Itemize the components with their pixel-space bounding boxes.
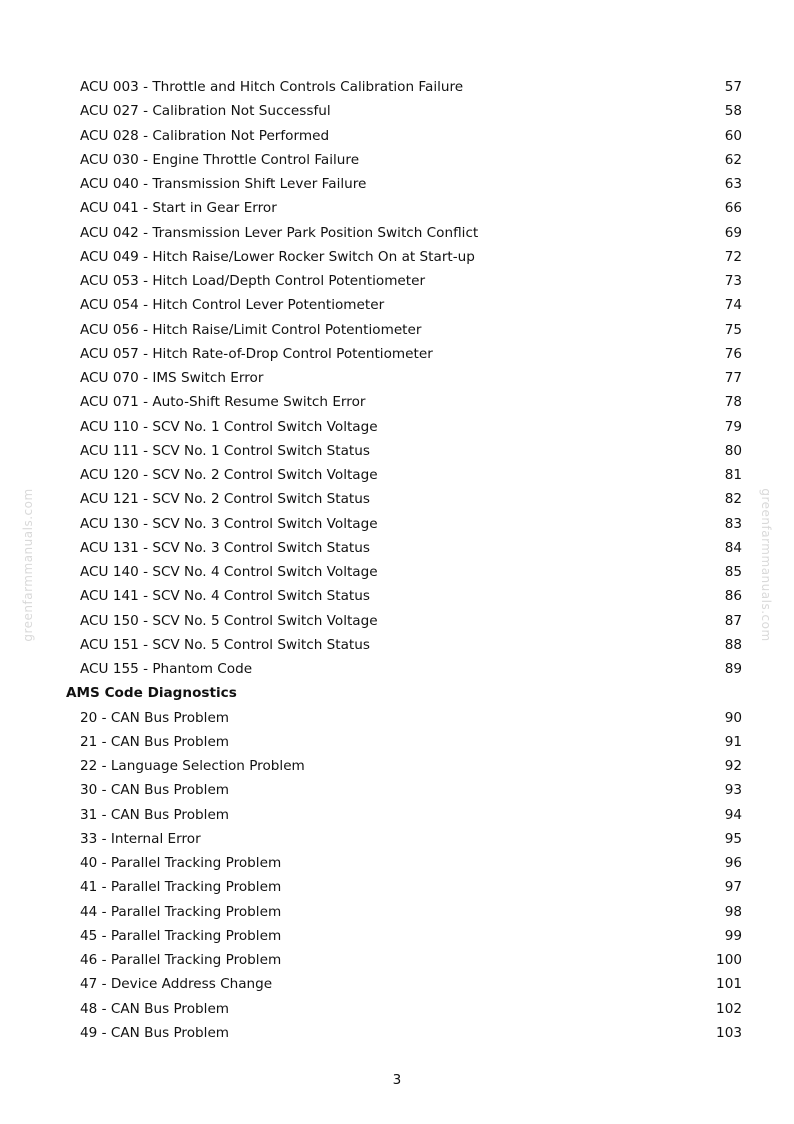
toc-entry-title: 40 - Parallel Tracking Problem [80,855,282,871]
page-number: 3 [392,1072,402,1088]
toc-entry[interactable] [0,439,794,463]
acu-code-list [0,75,794,681]
toc-entry-page: 86 [724,588,742,605]
toc-entry-title: ACU 028 - Calibration Not Performed [80,127,330,144]
toc-entry-page: 89 [724,661,742,677]
toc-entry-page: 85 [724,564,742,580]
toc-entry-page: 72 [724,248,742,265]
toc-entry-page: 80 [724,442,742,459]
toc-entry-page: 94 [724,806,742,823]
toc-entry[interactable] [0,851,794,875]
toc-entry-title: ACU 121 - SCV No. 2 Control Switch Status [80,491,370,508]
toc-entry-page: 103 [716,1024,742,1041]
toc-entry-title: ACU 070 - IMS Switch Error [80,370,264,386]
toc-entry-page: 77 [724,370,742,386]
toc-entry-title: ACU 150 - SCV No. 5 Control Switch Voltage [80,612,378,629]
toc-entry[interactable] [0,657,794,681]
toc-entry-title: 20 - CAN Bus Problem [80,709,230,726]
toc-entry-title: 44 - Parallel Tracking Problem [80,903,282,920]
toc-entry-page: 62 [724,151,742,168]
toc-entry-title: ACU 120 - SCV No. 2 Control Switch Voltage [80,467,378,483]
toc-entry-title: 21 - CAN Bus Problem [80,733,230,750]
toc-entry[interactable] [0,584,794,608]
toc-entry-page: 69 [724,224,742,241]
section-heading-ams-label: AMS Code Diagnostics [66,685,237,702]
toc-entry-title: ACU 130 - SCV No. 3 Control Switch Voltage [80,515,378,532]
toc-entry-page: 96 [724,855,742,871]
toc-entry-title: ACU 030 - Engine Throttle Control Failure [80,151,360,168]
toc-entry-page: 81 [724,467,742,483]
toc-entry-page: 97 [724,879,742,896]
toc-entry-title: 30 - CAN Bus Problem [80,782,230,799]
toc-entry[interactable] [0,997,794,1021]
toc-entry-title: ACU 140 - SCV No. 4 Control Switch Voltage [80,564,378,580]
toc-entry-title: 33 - Internal Error [80,830,201,847]
toc-entry[interactable] [0,221,794,245]
toc-entry[interactable] [0,463,794,487]
toc-entry-title: ACU 053 - Hitch Load/Depth Control Potentiometer [80,273,426,289]
toc-entry[interactable] [0,875,794,899]
toc-entry-page: 66 [724,200,742,217]
toc-entry-title: ACU 110 - SCV No. 1 Control Switch Voltage [80,418,378,435]
toc-entry[interactable] [0,512,794,536]
toc-entry-page: 102 [716,1000,742,1017]
toc-entry-page: 84 [724,539,742,556]
toc-entry-page: 88 [724,636,742,653]
toc-entry[interactable] [0,730,794,754]
toc-entry-page: 73 [724,273,742,289]
toc-entry-title: 47 - Device Address Change [80,976,273,993]
toc-entry-title: 45 - Parallel Tracking Problem [80,927,282,944]
toc-entry[interactable] [0,1021,794,1045]
toc-entry[interactable] [0,900,794,924]
toc-entry[interactable] [0,633,794,657]
toc-entry[interactable] [0,99,794,123]
toc-entry-page: 95 [724,830,742,847]
toc-entry-page: 58 [724,103,742,120]
toc-entry[interactable] [0,75,794,99]
toc-entry[interactable] [0,318,794,342]
watermark-right: greenfarmmanuals.com [759,488,773,642]
toc-entry-title: ACU 056 - Hitch Raise/Limit Control Potentiometer [80,321,422,338]
toc-entry[interactable] [0,560,794,584]
toc-entry-page: 100 [716,952,742,968]
toc-entry-title: 46 - Parallel Tracking Problem [80,952,282,968]
toc-entry-title: ACU 049 - Hitch Raise/Lower Rocker Switch On at Start-up [80,248,475,265]
toc-entry-title: 48 - CAN Bus Problem [80,1000,230,1017]
toc-entry[interactable] [0,972,794,996]
toc-entry[interactable] [0,390,794,414]
toc-entry-page: 76 [724,345,742,362]
toc-entry-title: 49 - CAN Bus Problem [80,1024,230,1041]
toc-entry-title: 22 - Language Selection Problem [80,758,305,774]
toc-entry-page: 101 [716,976,742,993]
toc-entry[interactable] [0,778,794,802]
toc-entry-page: 57 [724,79,742,95]
toc-entry-title: ACU 141 - SCV No. 4 Control Switch Status [80,588,370,605]
toc-entry-title: ACU 040 - Transmission Shift Lever Failure [80,176,367,192]
toc-entry-title: ACU 071 - Auto-Shift Resume Switch Error [80,394,366,411]
section-heading-ams [0,681,794,705]
toc-entry[interactable] [0,124,794,148]
toc-entry-page: 75 [724,321,742,338]
toc-entry-title: ACU 027 - Calibration Not Successful [80,103,331,120]
toc-entry[interactable] [0,754,794,778]
toc-entry[interactable] [0,269,794,293]
toc-entry-title: ACU 042 - Transmission Lever Park Position Switch Conflict [80,224,479,241]
toc-entry-page: 87 [724,612,742,629]
toc-entry-title: ACU 111 - SCV No. 1 Control Switch Status [80,442,370,459]
toc-entry[interactable] [0,172,794,196]
toc-entry-page: 90 [724,709,742,726]
toc-entry-page: 83 [724,515,742,532]
toc-entry[interactable] [0,245,794,269]
toc-entry[interactable] [0,293,794,317]
toc-entry[interactable] [0,148,794,172]
toc-entry[interactable] [0,948,794,972]
toc-entry-title: 31 - CAN Bus Problem [80,806,230,823]
toc-entry-title: ACU 054 - Hitch Control Lever Potentiometer [80,297,385,314]
toc-entry[interactable] [0,415,794,439]
toc-entry-page: 79 [724,418,742,435]
toc-entry[interactable] [0,366,794,390]
toc-entry-title: ACU 151 - SCV No. 5 Control Switch Status [80,636,370,653]
toc-entry-title: ACU 155 - Phantom Code [80,661,253,677]
toc-entry-title: ACU 057 - Hitch Rate-of-Drop Control Potentiometer [80,345,433,362]
table-of-contents [0,75,794,1045]
toc-entry-page: 93 [724,782,742,799]
toc-entry-page: 92 [724,758,742,774]
toc-entry[interactable] [0,487,794,511]
toc-entry-title: 41 - Parallel Tracking Problem [80,879,282,896]
toc-entry[interactable] [0,609,794,633]
toc-entry-page: 91 [724,733,742,750]
toc-entry-page: 82 [724,491,742,508]
toc-entry-page: 78 [724,394,742,411]
ams-code-list [0,706,794,1046]
toc-entry-page: 74 [724,297,742,314]
toc-entry[interactable] [0,924,794,948]
toc-entry-page: 98 [724,903,742,920]
watermark-left: greenfarmmanuals.com [21,488,35,642]
toc-entry[interactable] [0,827,794,851]
toc-entry[interactable] [0,196,794,220]
toc-entry[interactable] [0,342,794,366]
toc-entry-page: 63 [724,176,742,192]
toc-entry-page: 60 [724,127,742,144]
toc-entry[interactable] [0,706,794,730]
toc-entry-title: ACU 131 - SCV No. 3 Control Switch Status [80,539,370,556]
toc-entry[interactable] [0,536,794,560]
toc-entry-title: ACU 041 - Start in Gear Error [80,200,277,217]
toc-entry-page: 99 [724,927,742,944]
toc-entry-title: ACU 003 - Throttle and Hitch Controls Calibration Failure [80,79,464,95]
toc-entry[interactable] [0,803,794,827]
